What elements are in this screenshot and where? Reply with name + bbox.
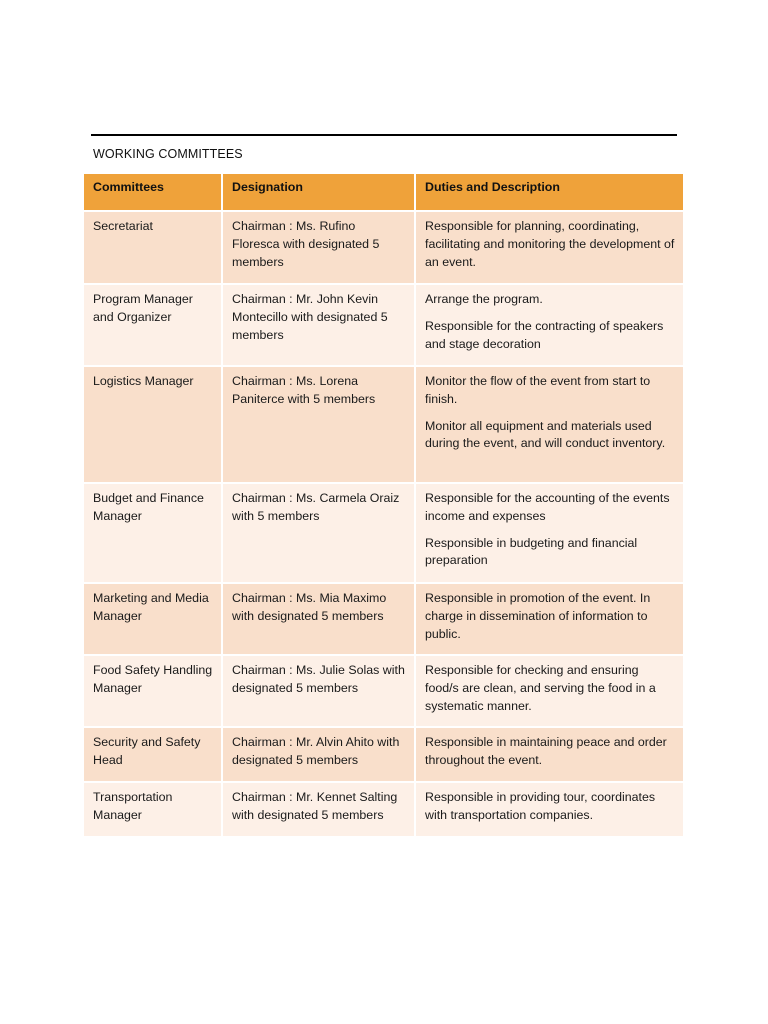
committee-cell: Food Safety Handling Manager: [84, 655, 222, 727]
table-row: [84, 284, 683, 366]
designation-cell: Chairman : Mr. John Kevin Montecillo with designated 5 members: [222, 284, 415, 366]
committee-cell: Marketing and Media Manager: [84, 583, 222, 655]
table-row: [84, 483, 683, 583]
committee-cell: Logistics Manager: [84, 366, 222, 483]
duties-cell: [415, 727, 683, 782]
duties-cell: [415, 483, 683, 583]
designation-cell: Chairman : Ms. Carmela Oraiz with 5 members: [222, 483, 415, 583]
committee-cell: Program Manager and Organizer: [84, 284, 222, 366]
committee-cell: Transportation Manager: [84, 782, 222, 837]
duty-line: Responsible for checking and ensuring food/s are clean, and serving the food in a systematic manner.: [425, 663, 656, 713]
designation-cell: Chairman : Ms. Julie Solas with designated 5 members: [222, 655, 415, 727]
designation-cell: Chairman : Ms. Lorena Paniterce with 5 members: [222, 366, 415, 483]
duty-line: Responsible for the accounting of the events income and expenses: [425, 491, 670, 523]
duties-cell: [415, 583, 683, 655]
duties-cell: [415, 366, 683, 483]
designation-cell: Chairman : Mr. Kennet Salting with designated 5 members: [222, 782, 415, 837]
duties-cell: [415, 211, 683, 284]
table-row: [84, 366, 683, 483]
duties-cell: [415, 782, 683, 837]
table-header-row: [84, 174, 683, 211]
committee-cell: Budget and Finance Manager: [84, 483, 222, 583]
table-row: [84, 583, 683, 655]
duty-line: Monitor all equipment and materials used during the event, and will conduct inventory.: [425, 418, 666, 451]
header-duties: Duties and Description: [415, 174, 683, 211]
duty-line: Responsible in promotion of the event. In charge in dissemination of information to public.: [425, 591, 651, 641]
duty-line: Responsible in maintaining peace and order throughout the event.: [425, 735, 667, 767]
header-designation: Designation: [222, 174, 415, 211]
duty-line: Responsible for the contracting of speakers and stage decoration: [425, 318, 664, 351]
duties-cell: [415, 284, 683, 366]
table-row: [84, 655, 683, 727]
header-committees: Committees: [84, 174, 222, 211]
committee-cell: Security and Safety Head: [84, 727, 222, 782]
duty-line: Responsible for planning, coordinating, facilitating and monitoring the development of an event.: [425, 219, 675, 269]
table-row: [84, 211, 683, 284]
section-title: WORKING COMMITTEES: [93, 147, 243, 161]
table-row: [84, 782, 683, 837]
working-committees-table: [84, 174, 683, 838]
duty-line: Responsible in providing tour, coordinates with transportation companies.: [425, 790, 656, 822]
duty-line: Monitor the flow of the event from start to finish.: [425, 374, 651, 406]
duty-line: Arrange the program.: [425, 292, 543, 306]
designation-cell: Chairman : Ms. Rufino Floresca with designated 5 members: [222, 211, 415, 284]
designation-cell: Chairman : Ms. Mia Maximo with designated 5 members: [222, 583, 415, 655]
top-horizontal-rule: [91, 134, 677, 136]
table-row: [84, 727, 683, 782]
designation-cell: Chairman : Mr. Alvin Ahito with designated 5 members: [222, 727, 415, 782]
committee-cell: Secretariat: [84, 211, 222, 284]
duty-line: Responsible in budgeting and financial preparation: [425, 535, 638, 568]
duties-cell: [415, 655, 683, 727]
